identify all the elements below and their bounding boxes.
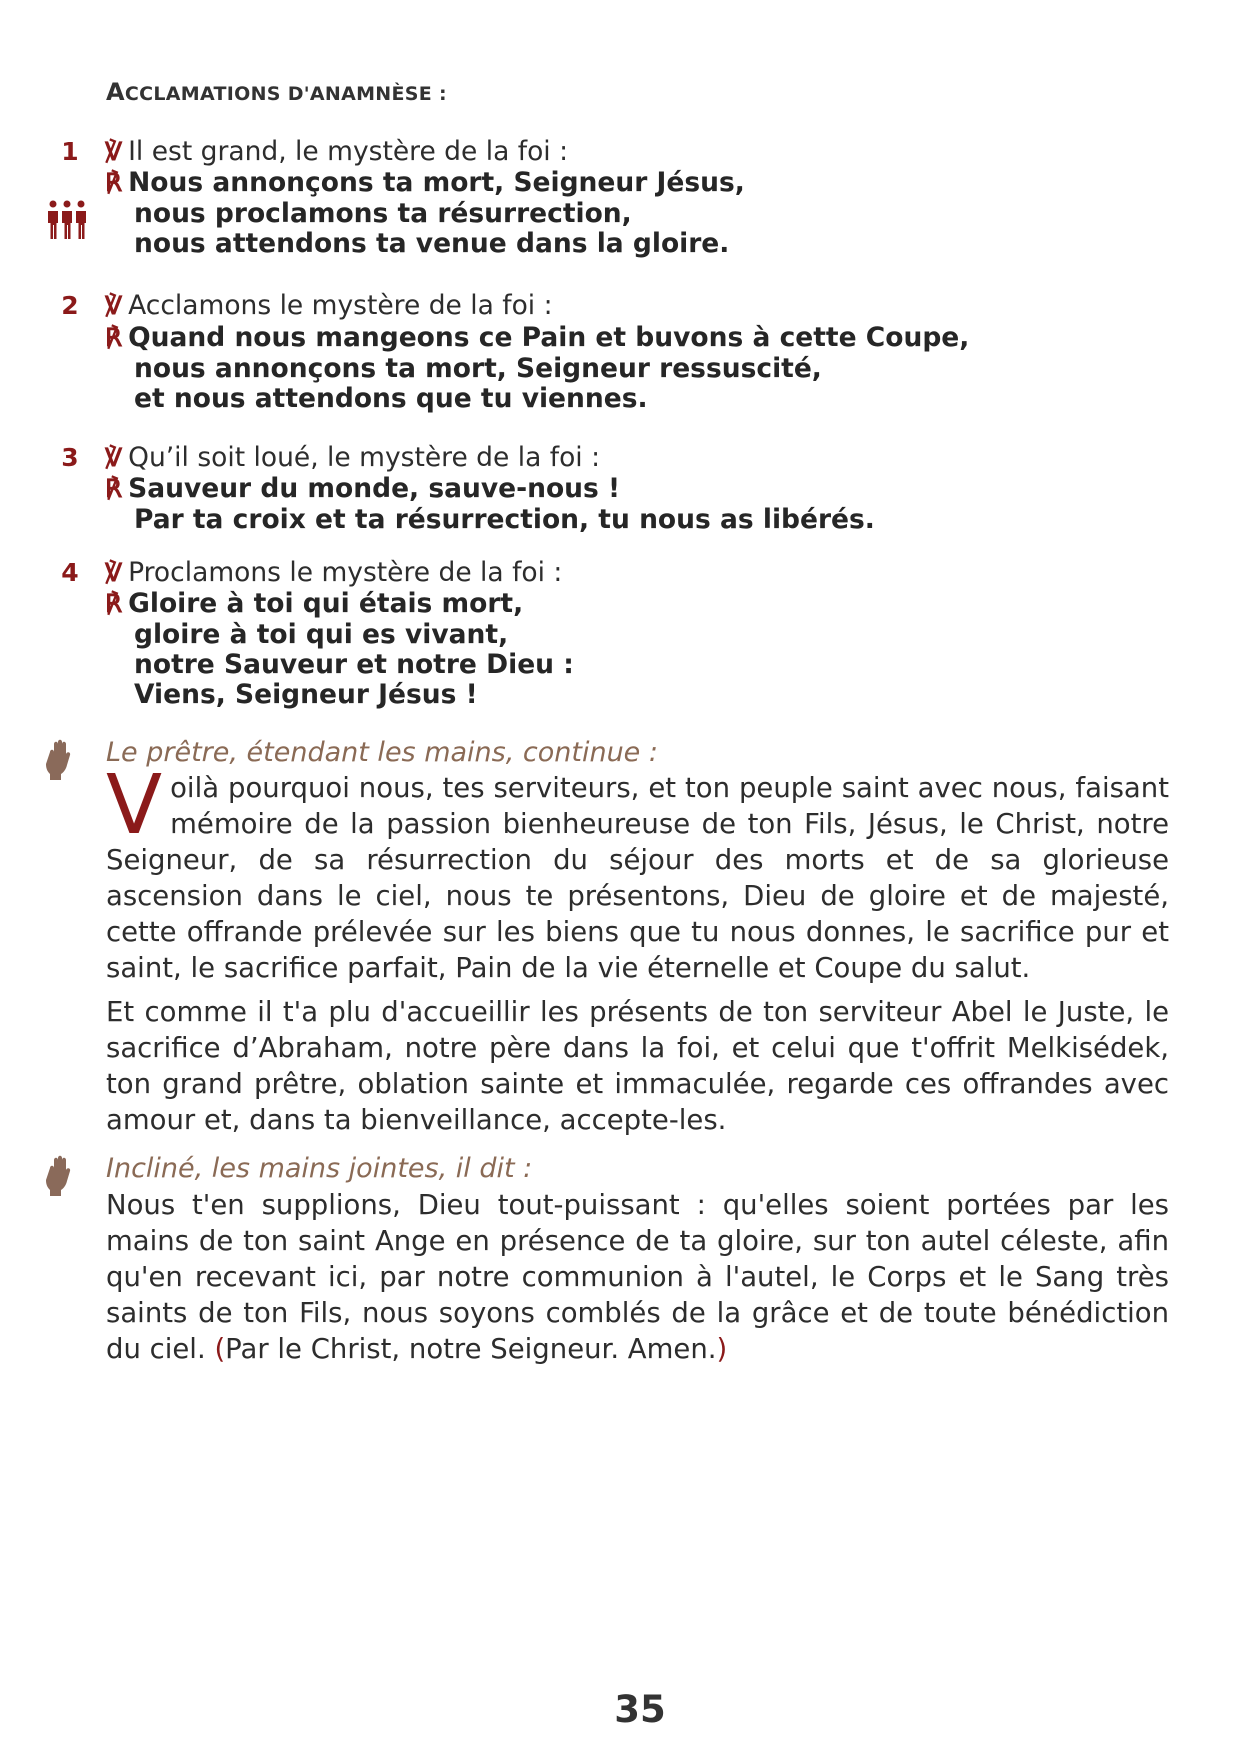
response-symbol: ℟ bbox=[105, 589, 123, 618]
versicle-line bbox=[105, 136, 568, 167]
prayer-paragraph: Et comme il t'a plu d'accueillir les présents de ton serviteur Abel le Juste, le sacrifice d’Abraham, notre père dans la foi, et celui que t'offrit Melkisédek, ton grand prêtre, oblation sainte et immaculée, regarde ces offrandes avec amour et, dans ta bienveillance, accepte-les. bbox=[106, 996, 1169, 1136]
response-line bbox=[105, 473, 620, 504]
response-symbol: ℟ bbox=[105, 323, 123, 352]
versicle-line bbox=[105, 290, 553, 321]
page-number: 35 bbox=[614, 1688, 666, 1731]
acclamation-number: 4 bbox=[61, 558, 79, 587]
section-heading bbox=[106, 78, 447, 106]
hand-icon bbox=[42, 738, 76, 782]
response-text: Nous annonçons ta mort, Seigneur Jésus, bbox=[128, 167, 745, 198]
drop-cap: V bbox=[106, 758, 163, 853]
paren-close: ) bbox=[716, 1333, 728, 1365]
response-line: nous attendons ta venue dans la gloire. bbox=[134, 228, 730, 259]
versicle-text: Proclamons le mystère de la foi : bbox=[128, 557, 563, 588]
versicle-text: Acclamons le mystère de la foi : bbox=[128, 290, 553, 321]
response-text: Quand nous mangeons ce Pain et buvons à cette Coupe, bbox=[128, 322, 970, 353]
prayer-paragraph bbox=[106, 758, 1169, 986]
response-line: nous proclamons ta résurrection, bbox=[134, 198, 632, 229]
versicle-symbol: ℣ bbox=[105, 137, 123, 166]
acclamation-number: 3 bbox=[61, 443, 79, 472]
versicle-line bbox=[105, 442, 600, 473]
response-line bbox=[105, 588, 523, 619]
rubric-instruction: Le prêtre, étendant les mains, continue : bbox=[106, 737, 658, 768]
rubric-instruction: Incliné, les mains jointes, il dit : bbox=[106, 1153, 533, 1184]
acclamation-number: 1 bbox=[61, 137, 79, 166]
response-text: Sauveur du monde, sauve-nous ! bbox=[128, 473, 621, 504]
response-line: Par ta croix et ta résurrection, tu nous as libérés. bbox=[134, 504, 875, 535]
versicle-text: Qu’il soit loué, le mystère de la foi : bbox=[128, 442, 601, 473]
response-text: Gloire à toi qui étais mort, bbox=[128, 588, 524, 619]
prayer-text: oilà pourquoi nous, tes serviteurs, et ton peuple saint avec nous, faisant mémoire de la passion bienheureuse de ton Fils, Jésus, le Christ, notre Seigneur, de sa résurrection du séjour des morts et de sa glorieuse ascension dans le ciel, nous te présentons, Dieu de gloire et de majesté, cette offrande prélevée sur les biens que tu nous donnes, le sacrifice pur et saint, le sacrifice parfait, Pain de la vie éternelle et Coupe du salut. bbox=[106, 772, 1169, 984]
hand-icon bbox=[42, 1154, 76, 1198]
people-icon bbox=[46, 199, 88, 241]
versicle-symbol: ℣ bbox=[105, 558, 123, 587]
acclamation-number: 2 bbox=[61, 291, 79, 320]
response-symbol: ℟ bbox=[105, 474, 123, 503]
paren-open: ( bbox=[214, 1333, 226, 1365]
heading-rest: CCLAMATIONS D'ANAMNÈSE : bbox=[124, 83, 447, 105]
response-line: gloire à toi qui es vivant, bbox=[134, 619, 509, 650]
conclusion-text: Par le Christ, notre Seigneur. Amen. bbox=[225, 1333, 717, 1365]
versicle-line bbox=[105, 557, 562, 588]
prayer-paragraph bbox=[106, 1187, 1169, 1367]
response-line: nous annonçons ta mort, Seigneur ressuscité, bbox=[134, 353, 822, 384]
versicle-text: Il est grand, le mystère de la foi : bbox=[128, 136, 569, 167]
response-line: et nous attendons que tu viennes. bbox=[134, 383, 648, 414]
response-line: Viens, Seigneur Jésus ! bbox=[134, 679, 478, 710]
response-line bbox=[105, 167, 745, 198]
versicle-symbol: ℣ bbox=[105, 291, 123, 320]
response-line: notre Sauveur et notre Dieu : bbox=[134, 649, 574, 680]
response-line bbox=[105, 322, 969, 353]
heading-initial: A bbox=[106, 78, 125, 106]
response-symbol: ℟ bbox=[105, 168, 123, 197]
versicle-symbol: ℣ bbox=[105, 443, 123, 472]
prayer-text: Nous t'en supplions, Dieu tout-puissant : qu'elles soient portées par les mains de ton saint Ange en présence de ta gloire, sur ton autel céleste, afin qu'en recevant ici, par notre communion à l'autel, le Corps et le Sang très saints de ton Fils, nous soyons comblés de la grâce et de toute bénédiction du ciel. bbox=[106, 1189, 1169, 1365]
